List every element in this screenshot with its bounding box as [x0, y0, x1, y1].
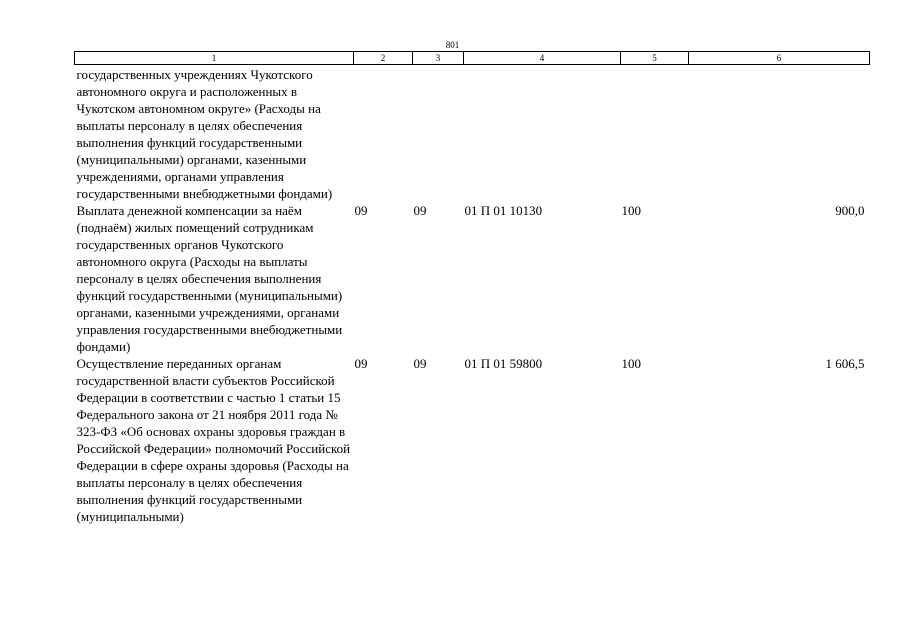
budget-table: [74, 51, 870, 525]
row-expense-type: [621, 65, 689, 203]
column-number-5: 5: [621, 52, 689, 65]
row-description: Выплата денежной компенсации за наём (поднаём) жилых помещений сотрудникам государственных органов Чукотского автономного округа (Расходы на выплаты персоналу в целях обеспечения выполнения функций государственными (муниципальными) органами, казенными учреждениями, органами управления государственными внебюджетными фондами): [76, 203, 343, 354]
row-section: 09: [354, 203, 368, 218]
row-target-article: 01 П 01 59800: [464, 356, 543, 371]
column-number-4: 4: [464, 52, 621, 65]
row-amount: 1 606,5: [825, 356, 865, 371]
page-number: 801: [445, 40, 460, 50]
column-number-3: 3: [413, 52, 464, 65]
row-section: 09: [354, 356, 368, 371]
table-row: [75, 355, 870, 525]
column-number-2: 2: [354, 52, 413, 65]
table-row: [75, 202, 870, 355]
row-subsection: 09: [413, 356, 427, 371]
row-expense-type: 100: [621, 356, 641, 371]
row-section: [354, 65, 413, 203]
row-target-article: [464, 65, 621, 203]
column-number-6: 6: [689, 52, 870, 65]
row-expense-type: 100: [621, 203, 641, 218]
column-number-1: 1: [75, 52, 354, 65]
column-number-row: [75, 52, 870, 65]
row-amount: [689, 65, 870, 203]
row-description: Осуществление переданных органам государственной власти субъектов Российской Федерации в соответствии с частью 1 статьи 15 Федерального закона от 21 ноября 2011 года № 323-ФЗ «Об основах охраны здоровья граждан в Российской Федерации» полномочий Российской Федерации в сфере охраны здоровья (Расходы на выплаты персоналу в целях обеспечения выполнения функций государственными (муниципальными): [76, 356, 351, 524]
row-target-article: 01 П 01 10130: [464, 203, 543, 218]
table-row: [75, 65, 870, 203]
row-description: государственных учреждениях Чукотского автономного округа и расположенных в Чукотском автономном округе» (Расходы на выплаты персоналу в целях обеспечения выполнения функций государственными (муниципальными) органами, казенными учреждениями, органами управления государственными внебюджетными фондами): [76, 67, 333, 201]
row-subsection: 09: [413, 203, 427, 218]
table-header: [75, 52, 870, 65]
row-amount: 900,0: [835, 203, 865, 218]
row-subsection: [413, 65, 464, 203]
